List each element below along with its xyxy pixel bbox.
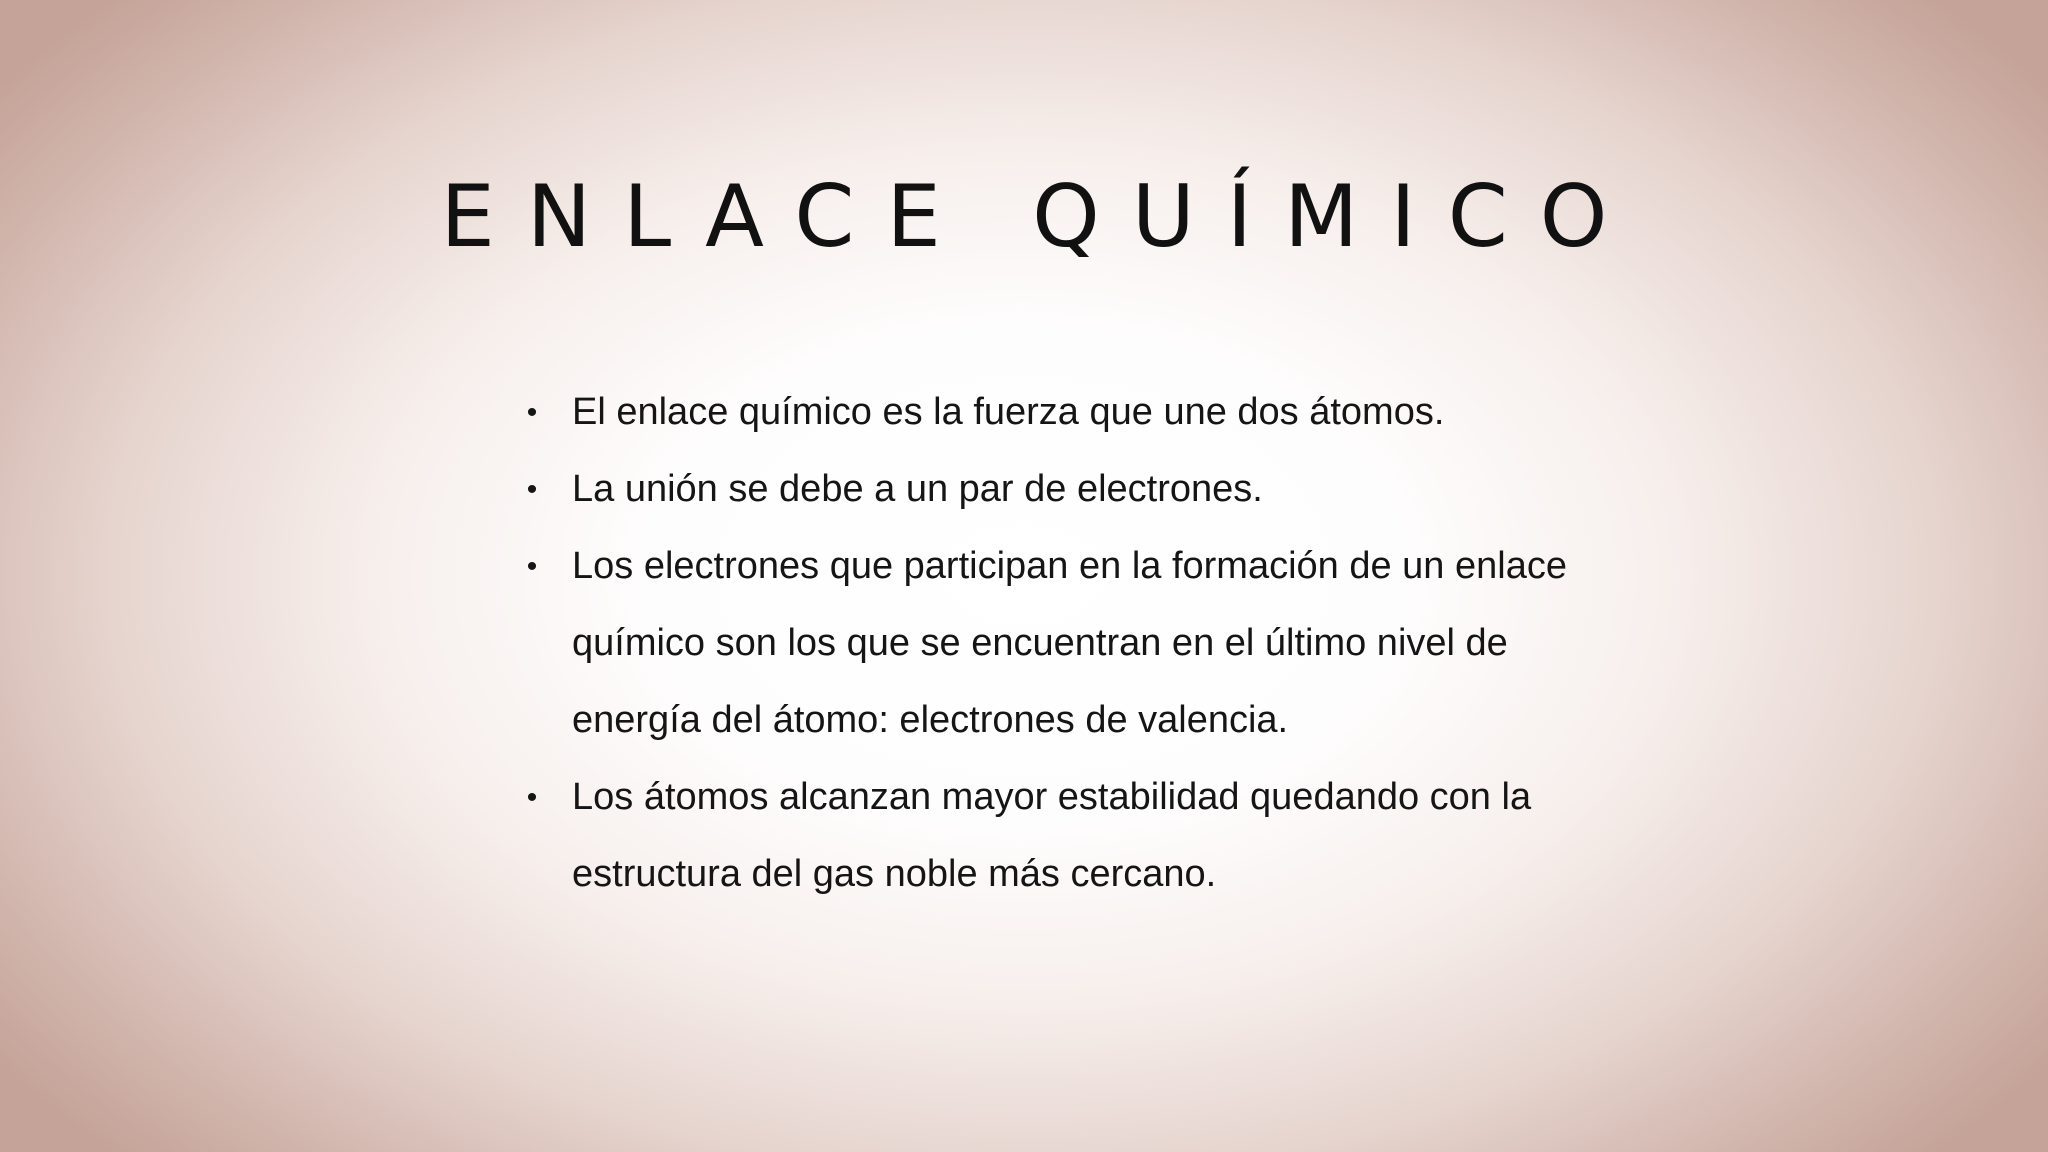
bullet-text: Los átomos alcanzan mayor estabilidad quedando con la estructura del gas noble más cercano. (572, 776, 1532, 895)
bullet-icon: • (526, 550, 538, 583)
bullet-text: El enlace químico es la fuerza que une dos átomos. (572, 391, 1445, 433)
bullet-item (520, 759, 1620, 913)
slide-title: ENLACE QUÍMICO (440, 167, 1640, 267)
bullet-item (520, 528, 1620, 759)
bullet-text: La unión se debe a un par de electrones. (572, 468, 1263, 510)
bullet-item (520, 374, 1620, 451)
bullet-icon: • (526, 781, 538, 814)
bullet-text: Los electrones que participan en la formación de un enlace químico son los que se encuentran en el último nivel de energía del átomo: electrones de valencia. (572, 545, 1567, 741)
bullet-list (520, 374, 1620, 913)
bullet-item (520, 451, 1620, 528)
bullet-icon: • (526, 396, 538, 429)
bullet-icon: • (526, 473, 538, 506)
